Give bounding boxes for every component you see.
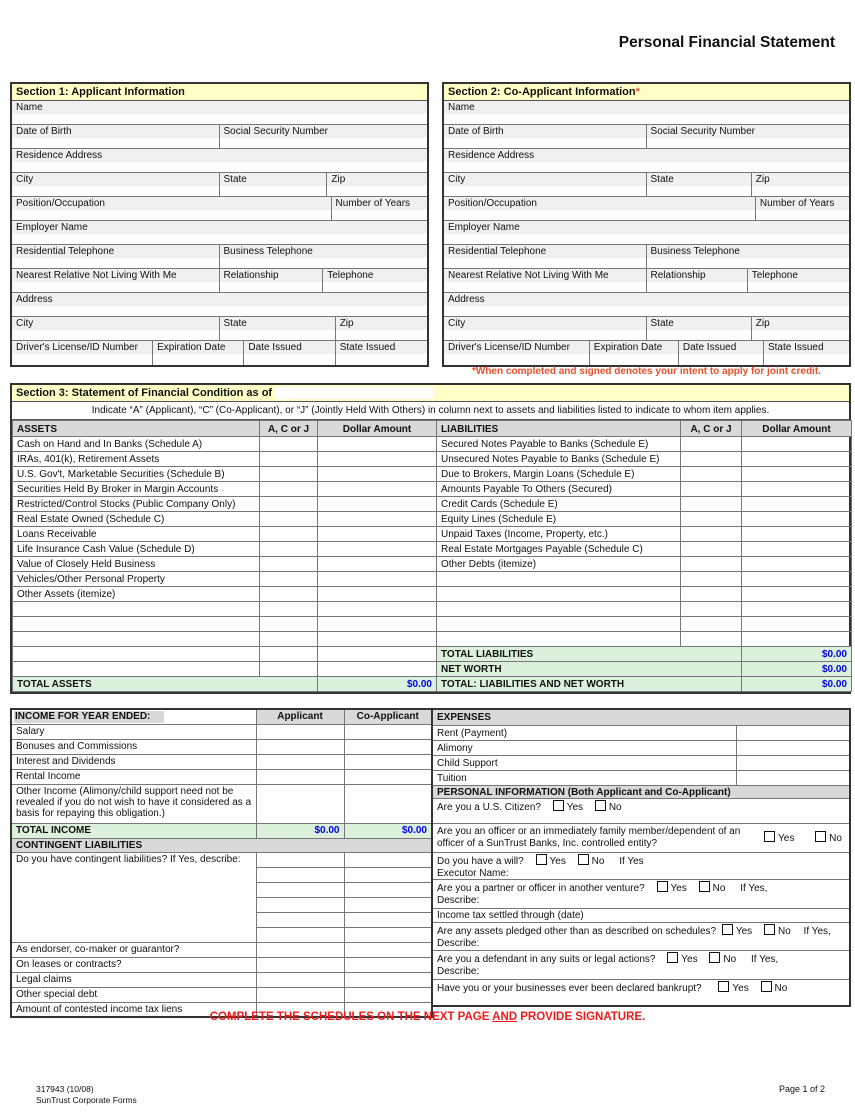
income-row (11, 739, 432, 754)
liability-label: Real Estate Mortgages Payable (Schedule C) (437, 542, 681, 557)
table-row (13, 512, 852, 527)
asset-label: U.S. Gov't, Marketable Securities (Schedule B) (13, 467, 260, 482)
total-income-row (11, 823, 432, 838)
table-row (13, 587, 852, 602)
liability-blank-cell[interactable] (437, 617, 681, 632)
table-row (13, 497, 852, 512)
contingent-label: On leases or contracts? (11, 957, 256, 972)
asset-acj-cell[interactable] (260, 602, 318, 617)
income-section (10, 708, 431, 1018)
asset-amount-cell[interactable] (318, 557, 437, 572)
contingent-question-row (11, 852, 432, 867)
total-income-coapplicant: $0.00 (344, 823, 432, 838)
residence-address-field[interactable]: Residence Address (12, 149, 427, 173)
defendant-describe-field[interactable]: Describe: (437, 965, 480, 977)
income-label: Salary (11, 724, 256, 739)
joint-credit-asterisk: * (635, 86, 640, 98)
income-row (11, 769, 432, 784)
asset-amount-cell[interactable] (318, 572, 437, 587)
expense-row (433, 755, 849, 770)
question-defendant: Are you a defendant in any suits or legal actions? Yes No If Yes, Describe: (433, 951, 849, 980)
nearest-relative-field[interactable]: Nearest Relative Not Living With Me (12, 269, 220, 293)
position-field[interactable]: Position/Occupation (12, 197, 332, 221)
asset-blank-cell[interactable] (13, 662, 260, 677)
assets-liabilities-table (12, 420, 852, 692)
income-coapplicant-cell[interactable] (344, 754, 432, 769)
asset-acj-cell[interactable] (260, 467, 318, 482)
partner-no-checkbox[interactable] (699, 881, 710, 892)
liability-label: Unsecured Notes Payable to Banks (Schedule E) (437, 452, 681, 467)
contingent-label: Amount of contested income tax liens (11, 1002, 256, 1017)
asset-amount-cell[interactable] (318, 542, 437, 557)
page-number: Page 1 of 2 (778, 1084, 825, 1094)
asset-acj-cell[interactable] (260, 452, 318, 467)
page-title: Personal Financial Statement (618, 34, 835, 51)
co-dob-field[interactable]: Date of Birth (444, 125, 647, 149)
question-income-tax[interactable]: Income tax settled through (date) (433, 909, 849, 923)
income-coapplicant-cell[interactable] (344, 784, 432, 823)
contingent-applicant-cell[interactable] (256, 957, 344, 972)
co-zip-field[interactable]: Zip (752, 173, 849, 197)
liability-amount-cell[interactable] (742, 632, 852, 647)
contingent-coapplicant-cell[interactable] (344, 867, 432, 882)
asset-label: Life Insurance Cash Value (Schedule D) (13, 542, 260, 557)
question-partner: Are you a partner or officer in another venture? Yes No If Yes, Describe: (433, 880, 849, 909)
liability-acj-cell[interactable] (681, 557, 742, 572)
income-label: Interest and Dividends (11, 754, 256, 769)
co-date-issued-field[interactable]: Date Issued (679, 341, 764, 365)
state2-field[interactable]: State (220, 317, 336, 341)
expense-amount-cell[interactable] (736, 725, 849, 740)
form-number: 317943 (10/08) (36, 1084, 94, 1094)
co-state2-field[interactable]: State (647, 317, 752, 341)
asset-label: Cash on Hand and In Banks (Schedule A) (13, 437, 260, 452)
contingent-coapplicant-cell[interactable] (344, 897, 432, 912)
table-row (13, 632, 852, 647)
co-city-field[interactable]: City (444, 173, 647, 197)
table-row (13, 542, 852, 557)
applicant-column-header: Applicant (256, 709, 344, 724)
contingent-coapplicant-cell[interactable] (344, 987, 432, 1002)
co-relationship-field[interactable]: Relationship (647, 269, 748, 293)
table-row (13, 437, 852, 452)
dollar-amount-header: Dollar Amount (742, 421, 852, 437)
liability-blank-cell[interactable] (437, 587, 681, 602)
section-1-title: Section 1: Applicant Information (12, 84, 427, 101)
section-3-title: Section 3: Statement of Financial Condition as of (12, 385, 849, 402)
assets-header: ASSETS (13, 421, 260, 437)
bankrupt-yes-checkbox[interactable] (718, 981, 729, 992)
net-worth-label: NET WORTH (437, 662, 742, 677)
liability-acj-cell[interactable] (681, 542, 742, 557)
liability-acj-cell[interactable] (681, 527, 742, 542)
section-2-title: Section 2: Co-Applicant Information* (444, 84, 849, 101)
liability-amount-cell[interactable] (742, 482, 852, 497)
liabilities-header: LIABILITIES (437, 421, 681, 437)
joint-credit-note: *When completed and signed denotes your intent to apply for joint credit. (472, 366, 821, 377)
liability-blank-cell[interactable] (437, 572, 681, 587)
asset-amount-cell[interactable] (318, 482, 437, 497)
table-row (13, 617, 852, 632)
income-applicant-cell[interactable] (256, 724, 344, 739)
asset-amount-cell[interactable] (318, 617, 437, 632)
liability-amount-cell[interactable] (742, 437, 852, 452)
co-address-field[interactable]: Address (444, 293, 849, 317)
liability-amount-cell[interactable] (742, 557, 852, 572)
drivers-license-field[interactable]: Driver's License/ID Number (12, 341, 153, 365)
asset-acj-cell[interactable] (260, 497, 318, 512)
co-name-field[interactable]: Name (444, 101, 849, 125)
total-combined-value: $0.00 (742, 677, 852, 692)
question-citizen: Are you a U.S. Citizen? Yes No (433, 799, 849, 824)
contingent-liabilities-header: CONTINGENT LIABILITIES (11, 838, 432, 852)
contingent-coapplicant-cell[interactable] (344, 972, 432, 987)
contingent-header-row (11, 838, 432, 852)
section-3 (10, 383, 851, 694)
liability-amount-cell[interactable] (742, 527, 852, 542)
co-nearest-relative-field[interactable]: Nearest Relative Not Living With Me (444, 269, 647, 293)
asset-amount-cell[interactable] (318, 452, 437, 467)
other-income-label: Other Income (Alimony/child support need not be revealed if you do not wish to have it considered as a basis for repaying this obligation.) (11, 784, 256, 823)
address-field[interactable]: Address (12, 293, 427, 317)
asset-blank-cell[interactable] (13, 632, 260, 647)
asset-acj-cell[interactable] (260, 512, 318, 527)
liability-amount-cell[interactable] (742, 542, 852, 557)
income-label: Bonuses and Commissions (11, 739, 256, 754)
liability-amount-cell[interactable] (742, 572, 852, 587)
section-3-instruction: Indicate “A” (Applicant), “C” (Co-Applicant), or “J” (Jointly Held With Others) in column next to assets and liabilities listed to indicate to whom item applies. (12, 402, 849, 420)
asset-amount-cell[interactable] (318, 512, 437, 527)
liability-label: Due to Brokers, Margin Loans (Schedule E) (437, 467, 681, 482)
income-applicant-cell[interactable] (256, 754, 344, 769)
question-officer: Are you an officer or an immediately family member/dependent of an officer of a SunTrust Banks, Inc. controlled entity? Yes No (433, 824, 849, 853)
co-employer-field[interactable]: Employer Name (444, 221, 849, 245)
asset-acj-cell[interactable] (260, 632, 318, 647)
total-income-label: TOTAL INCOME (11, 823, 256, 838)
state-field[interactable]: State (220, 173, 328, 197)
relationship-field[interactable]: Relationship (220, 269, 324, 293)
officer-no-checkbox[interactable] (815, 831, 826, 842)
expense-label: Alimony (433, 740, 736, 755)
pledged-yes-checkbox[interactable] (722, 924, 733, 935)
liability-acj-cell[interactable] (681, 437, 742, 452)
asset-acj-cell[interactable] (260, 587, 318, 602)
net-worth-row (13, 662, 852, 677)
liability-blank-cell[interactable] (437, 602, 681, 617)
co-zip2-field[interactable]: Zip (752, 317, 849, 341)
zip2-field[interactable]: Zip (336, 317, 427, 341)
table-row (13, 452, 852, 467)
business-phone-field[interactable]: Business Telephone (220, 245, 428, 269)
liability-label: Secured Notes Payable to Banks (Schedule E) (437, 437, 681, 452)
contingent-label: As endorser, co-maker or guarantor? (11, 942, 256, 957)
asset-amount-cell[interactable] (318, 647, 437, 662)
contingent-applicant-cell[interactable] (256, 927, 344, 942)
zip-field[interactable]: Zip (327, 173, 427, 197)
citizen-no-checkbox[interactable] (595, 800, 606, 811)
liability-acj-cell[interactable] (681, 452, 742, 467)
date-issued-field[interactable]: Date Issued (244, 341, 335, 365)
table-header-row (13, 421, 852, 437)
residential-phone-field[interactable]: Residential Telephone (12, 245, 220, 269)
contingent-coapplicant-cell[interactable] (344, 957, 432, 972)
liability-acj-cell[interactable] (681, 617, 742, 632)
income-applicant-cell[interactable] (256, 739, 344, 754)
liability-label: Credit Cards (Schedule E) (437, 497, 681, 512)
liability-acj-cell[interactable] (681, 602, 742, 617)
defendant-no-checkbox[interactable] (709, 952, 720, 963)
liability-label: Other Debts (itemize) (437, 557, 681, 572)
ssn-field[interactable]: Social Security Number (220, 125, 428, 149)
income-header-row (11, 709, 432, 724)
schedules-banner: COMPLETE THE SCHEDULES ON THE NEXT PAGE AND PROVIDE SIGNATURE. (209, 1011, 646, 1023)
liability-acj-cell[interactable] (681, 572, 742, 587)
table-row (13, 482, 852, 497)
footer-form-info (36, 1084, 137, 1106)
liability-amount-cell[interactable] (742, 452, 852, 467)
contingent-label: Other special debt (11, 987, 256, 1002)
income-applicant-cell[interactable] (256, 769, 344, 784)
total-combined-label: TOTAL: LIABILITIES AND NET WORTH (437, 677, 742, 692)
asset-acj-cell[interactable] (260, 527, 318, 542)
section-1 (10, 82, 429, 367)
contingent-applicant-cell[interactable] (256, 972, 344, 987)
years-field[interactable]: Number of Years (332, 197, 427, 221)
expense-row (433, 725, 849, 740)
co-state-field[interactable]: State (647, 173, 752, 197)
co-state-issued-field[interactable]: State Issued (764, 341, 849, 365)
income-coapplicant-cell[interactable] (344, 769, 432, 784)
liability-acj-cell[interactable] (681, 632, 742, 647)
income-applicant-cell[interactable] (256, 784, 344, 823)
expense-label: Tuition (433, 770, 736, 785)
table-row (13, 572, 852, 587)
contingent-label: Legal claims (11, 972, 256, 987)
name-field[interactable] (12, 101, 427, 125)
question-bankrupt: Have you or your businesses ever been declared bankrupt? Yes No (437, 982, 788, 994)
asset-amount-cell[interactable] (318, 632, 437, 647)
city-field[interactable]: City (12, 173, 220, 197)
partner-describe-field[interactable]: Describe: (437, 894, 480, 906)
expense-row (433, 740, 849, 755)
contingent-applicant-cell[interactable] (256, 897, 344, 912)
asset-label: Value of Closely Held Business (13, 557, 260, 572)
total-assets-label: TOTAL ASSETS (13, 677, 318, 692)
asset-label: Real Estate Owned (Schedule C) (13, 512, 260, 527)
asset-blank-cell[interactable] (13, 602, 260, 617)
liability-label: Equity Lines (Schedule E) (437, 512, 681, 527)
contingent-applicant-cell[interactable] (256, 867, 344, 882)
expense-label: Rent (Payment) (433, 725, 736, 740)
state-issued-field[interactable]: State Issued (336, 341, 427, 365)
liability-acj-cell[interactable] (681, 467, 742, 482)
executor-name-field[interactable]: Executor Name: (437, 867, 509, 879)
contingent-coapplicant-cell[interactable] (344, 942, 432, 957)
liability-amount-cell[interactable] (742, 467, 852, 482)
expenses-personal-section (431, 708, 851, 1007)
co-position-field[interactable]: Position/Occupation (444, 197, 756, 221)
co-business-phone-field[interactable]: Business Telephone (647, 245, 850, 269)
asset-acj-cell[interactable] (260, 617, 318, 632)
form-org: SunTrust Corporate Forms (36, 1095, 137, 1105)
contingent-row (11, 972, 432, 987)
liability-amount-cell[interactable] (742, 497, 852, 512)
name-label: Name (12, 101, 427, 114)
asset-blank-cell[interactable] (13, 647, 260, 662)
asset-blank-cell[interactable] (13, 617, 260, 632)
co-expiration-date-field[interactable]: Expiration Date (590, 341, 679, 365)
asset-amount-cell[interactable] (318, 602, 437, 617)
partner-yes-checkbox[interactable] (657, 881, 668, 892)
asset-label: Other Assets (itemize) (13, 587, 260, 602)
asset-acj-cell[interactable] (260, 437, 318, 452)
contingent-coapplicant-cell[interactable] (344, 927, 432, 942)
expenses-header: EXPENSES (433, 710, 849, 725)
co-residence-address-field[interactable]: Residence Address (444, 149, 849, 173)
asset-label: Restricted/Control Stocks (Public Company Only) (13, 497, 260, 512)
liability-amount-cell[interactable] (742, 512, 852, 527)
co-telephone-field[interactable]: Telephone (748, 269, 849, 293)
total-assets-value: $0.00 (318, 677, 437, 692)
asset-amount-cell[interactable] (318, 587, 437, 602)
asset-label: Vehicles/Other Personal Property (13, 572, 260, 587)
liability-acj-cell[interactable] (681, 512, 742, 527)
financial-condition-date-input[interactable] (275, 387, 433, 399)
asset-label: Securities Held By Broker in Margin Accounts (13, 482, 260, 497)
pledged-describe-field[interactable]: Describe: (437, 937, 480, 949)
asset-acj-cell[interactable] (260, 662, 318, 677)
pledged-no-checkbox[interactable] (764, 924, 775, 935)
expiration-date-field[interactable]: Expiration Date (153, 341, 244, 365)
telephone-field[interactable]: Telephone (323, 269, 427, 293)
asset-label: Loans Receivable (13, 527, 260, 542)
co-ssn-field[interactable]: Social Security Number (647, 125, 850, 149)
asset-amount-cell[interactable] (318, 467, 437, 482)
total-liabilities-value: $0.00 (742, 647, 852, 662)
total-liabilities-label: TOTAL LIABILITIES (437, 647, 742, 662)
expense-amount-cell[interactable] (736, 740, 849, 755)
income-row (11, 724, 432, 739)
asset-label: IRAs, 401(k), Retirement Assets (13, 452, 260, 467)
contingent-question: Do you have contingent liabilities? If Yes, describe: (11, 852, 256, 942)
asset-acj-cell[interactable] (260, 542, 318, 557)
asset-amount-cell[interactable] (318, 497, 437, 512)
co-applicant-column-header: Co-Applicant (344, 709, 432, 724)
acj-header: A, C or J (260, 421, 318, 437)
dollar-amount-header: Dollar Amount (318, 421, 437, 437)
income-label: Rental Income (11, 769, 256, 784)
citizen-yes-checkbox[interactable] (553, 800, 564, 811)
asset-acj-cell[interactable] (260, 572, 318, 587)
defendant-yes-checkbox[interactable] (667, 952, 678, 963)
liability-acj-cell[interactable] (681, 497, 742, 512)
total-income-applicant: $0.00 (256, 823, 344, 838)
co-residential-phone-field[interactable]: Residential Telephone (444, 245, 647, 269)
liability-amount-cell[interactable] (742, 617, 852, 632)
co-city2-field[interactable]: City (444, 317, 647, 341)
co-years-field[interactable]: Number of Years (756, 197, 849, 221)
co-drivers-license-field[interactable]: Driver's License/ID Number (444, 341, 590, 365)
contingent-coapplicant-cell[interactable] (344, 882, 432, 897)
officer-yes-checkbox[interactable] (764, 831, 775, 842)
asset-acj-cell[interactable] (260, 557, 318, 572)
expense-label: Child Support (433, 755, 736, 770)
question-will: Do you have a will? Yes No If Yes Executor Name: (433, 853, 849, 880)
will-no-checkbox[interactable] (578, 854, 589, 865)
other-income-row (11, 784, 432, 823)
acj-header: A, C or J (681, 421, 742, 437)
expenses-header-row (433, 710, 849, 725)
income-header: INCOME FOR YEAR ENDED: (11, 709, 256, 724)
employer-field[interactable]: Employer Name (12, 221, 427, 245)
contingent-row (11, 987, 432, 1002)
income-row (11, 754, 432, 769)
liability-label: Unpaid Taxes (Income, Property, etc.) (437, 527, 681, 542)
liability-acj-cell[interactable] (681, 587, 742, 602)
income-coapplicant-cell[interactable] (344, 724, 432, 739)
expense-row (433, 770, 849, 785)
contingent-applicant-cell[interactable] (256, 987, 344, 1002)
asset-amount-cell[interactable] (318, 527, 437, 542)
asset-amount-cell[interactable] (318, 437, 437, 452)
table-row (13, 557, 852, 572)
asset-acj-cell[interactable] (260, 647, 318, 662)
contingent-coapplicant-cell[interactable] (344, 852, 432, 867)
contingent-applicant-cell[interactable] (256, 852, 344, 867)
expense-amount-cell[interactable] (736, 770, 849, 785)
personal-information-header: PERSONAL INFORMATION (Both Applicant and Co-Applicant) (433, 786, 849, 799)
contingent-applicant-cell[interactable] (256, 942, 344, 957)
dob-field[interactable]: Date of Birth (12, 125, 220, 149)
net-worth-value: $0.00 (742, 662, 852, 677)
expense-amount-cell[interactable] (736, 755, 849, 770)
city2-field[interactable]: City (12, 317, 220, 341)
asset-acj-cell[interactable] (260, 482, 318, 497)
bankrupt-no-checkbox[interactable] (761, 981, 772, 992)
contingent-applicant-cell[interactable] (256, 882, 344, 897)
section-2 (442, 82, 851, 367)
liability-acj-cell[interactable] (681, 482, 742, 497)
liability-amount-cell[interactable] (742, 602, 852, 617)
question-pledged: Are any assets pledged other than as described on schedules? Yes No If Yes, Describe: (433, 923, 849, 951)
table-row (13, 602, 852, 617)
liability-label: Amounts Payable To Others (Secured) (437, 482, 681, 497)
total-liabilities-row (13, 647, 852, 662)
table-row (13, 467, 852, 482)
contingent-row (11, 942, 432, 957)
total-assets-row (13, 677, 852, 692)
table-row (13, 527, 852, 542)
contingent-coapplicant-cell[interactable] (344, 912, 432, 927)
liability-blank-cell[interactable] (437, 632, 681, 647)
income-coapplicant-cell[interactable] (344, 739, 432, 754)
contingent-row (11, 957, 432, 972)
liability-amount-cell[interactable] (742, 587, 852, 602)
contingent-applicant-cell[interactable] (256, 912, 344, 927)
asset-amount-cell[interactable] (318, 662, 437, 677)
will-yes-checkbox[interactable] (536, 854, 547, 865)
